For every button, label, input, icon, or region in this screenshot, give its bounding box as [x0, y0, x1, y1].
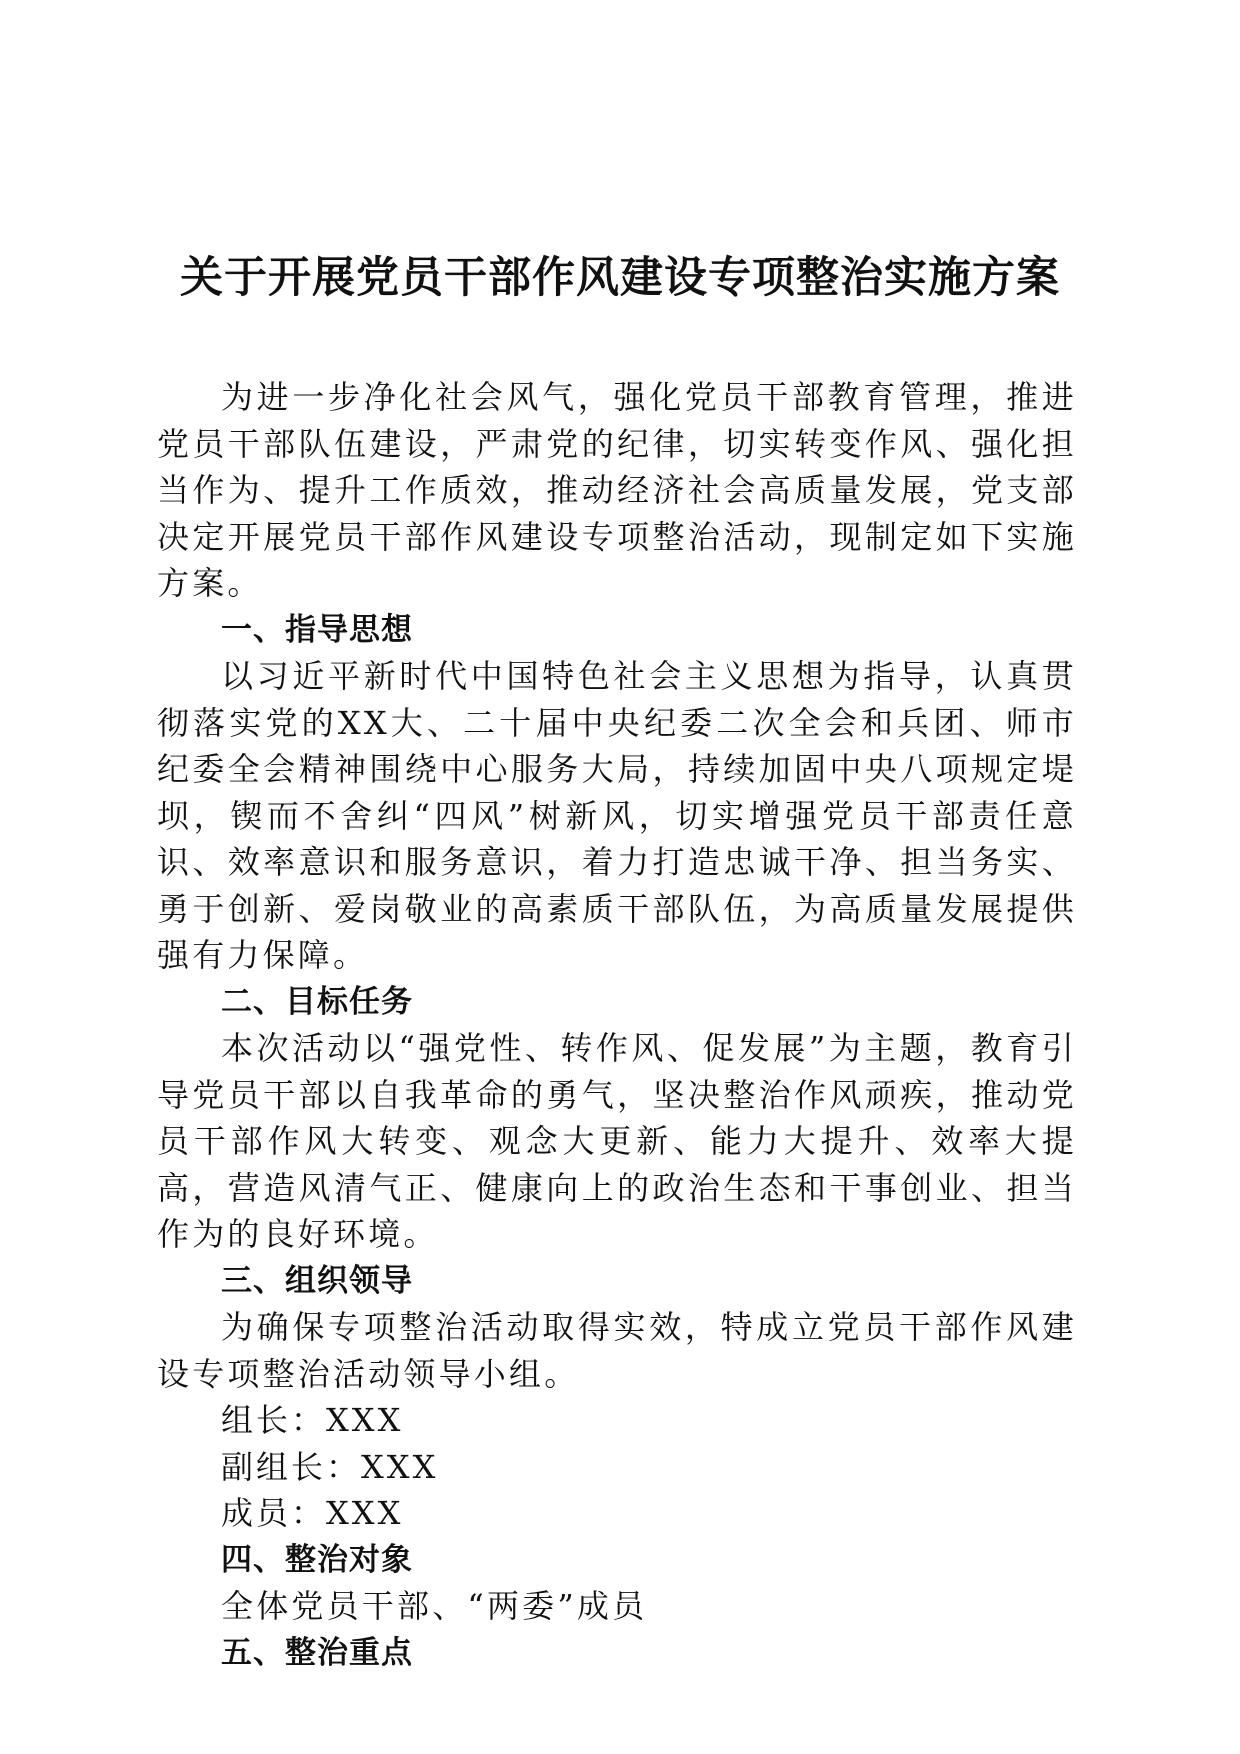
document-body: [157, 374, 1077, 1676]
leader-line: 组长：XXX: [221, 1401, 404, 1439]
section-body-leadership: 为确保专项整治活动取得实效，特成立党员干部作风建设专项整治活动领导小组。: [157, 1308, 1077, 1393]
intro-paragraph: 为进一步净化社会风气，强化党员干部教育管理，推进党员干部队伍建设，严肃党的纪律，切实转变作风、强化担当作为、提升工作质效，推动经济社会高质量发展，党支部决定开展党员干部作风建设专项整治活动，现制定如下实施方案。: [157, 378, 1077, 602]
section-heading-leadership: 三、组织领导: [221, 1262, 413, 1299]
section-body-goals-tasks: 本次活动以“强党性、转作风、促发展”为主题，教育引导党员干部以自我革命的勇气，坚决整治作风顽疾，推动党员干部作风大转变、观念大更新、能力大提升、效率大提高，营造风清气正、健康向上的政治生态和干事创业、担当作为的良好环境。: [157, 1029, 1077, 1253]
members-line: 成员：XXX: [221, 1494, 404, 1532]
deputy-leader-line: 副组长：XXX: [221, 1447, 439, 1486]
section-body-targets: 全体党员干部、“两委”成员: [221, 1587, 648, 1625]
section-heading-goals-tasks: 二、目标任务: [221, 983, 413, 1020]
section-body-guiding-ideology: 以习近平新时代中国特色社会主义思想为指导，认真贯彻落实党的XX大、二十届中央纪委二次全会和兵团、师市纪委全会精神围绕中心服务大局，持续加固中央八项规定堤坝，锲而不舍纠“四风”树新风，切实增强党员干部责任意识、效率意识和服务意识，着力打造忠诚干净、担当务实、勇于创新、爱岗敬业的高素质干部队伍，为高质量发展提供强有力保障。: [157, 657, 1077, 974]
section-heading-key-points: 五、整治重点: [221, 1634, 413, 1671]
section-heading-guiding-ideology: 一、指导思想: [221, 611, 413, 648]
section-heading-targets: 四、整治对象: [221, 1541, 413, 1578]
document-title: 关于开展党员干部作风建设专项整治实施方案: [180, 253, 1060, 303]
